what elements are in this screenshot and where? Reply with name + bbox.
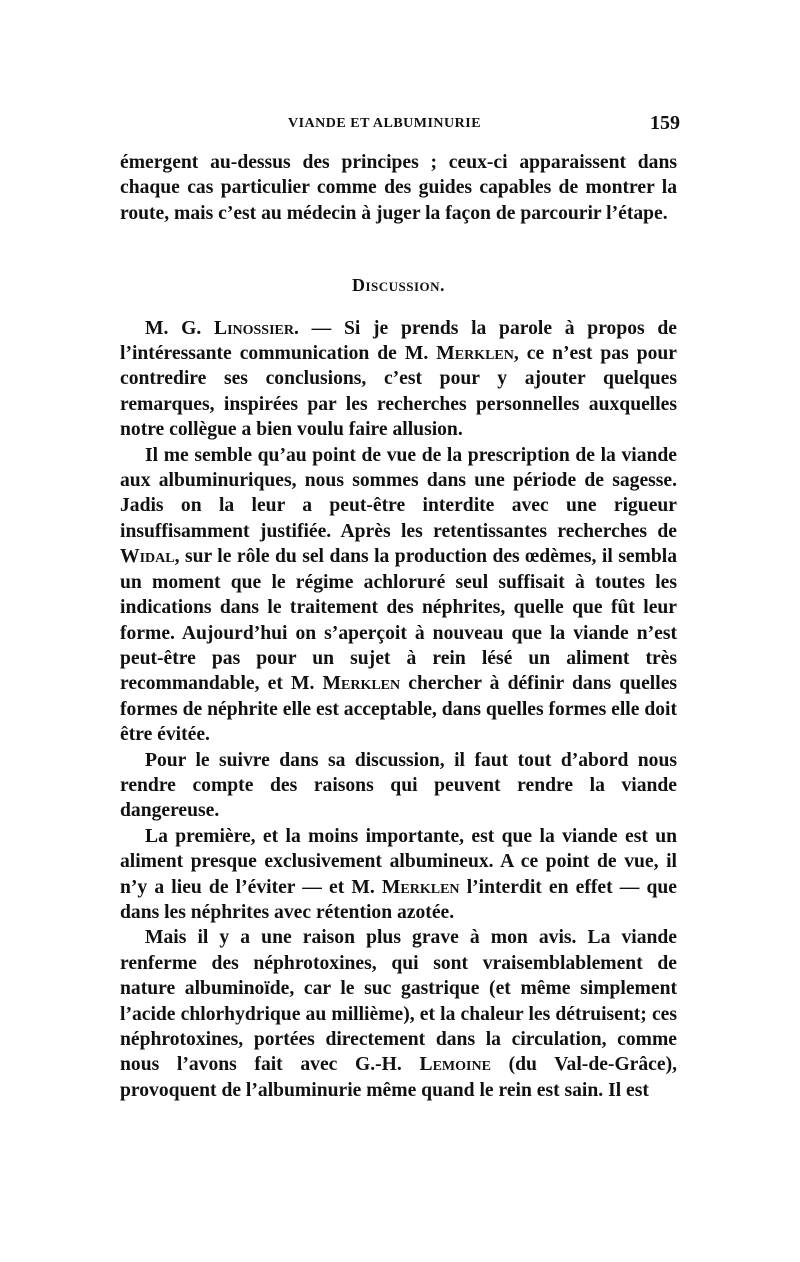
author-name: Lemoine <box>419 1054 491 1076</box>
paragraph-text: La première, et la moins importante, est que la viande est un aliment presque exclusivement albumineux. A ce point de vue, il n’y a lieu de l’éviter — et M. <box>120 825 677 898</box>
author-name: Merklen <box>322 673 401 695</box>
paragraph-discussion: Pour le suivre dans sa discussion, il faut tout d’abord nous rendre compte des raisons qui peuvent rendre la viande dangereuse. <box>120 749 677 822</box>
paragraph-text: , ce n’est pas pour contredire ses conclusions, c’est pour y ajouter quelques remarques, inspirées par les recherches personnelles auxquelles notre collègue a bien voulu faire allusion. <box>120 343 677 441</box>
paragraph-sagesse <box>120 443 677 748</box>
author-name: Merklen <box>436 343 514 365</box>
paragraph-text: Mais il y a une raison plus grave à mon avis. La viande renferme des néphrotoxines, qui sont vraisemblablement de nature albuminoïde, car le suc gastrique (et même simplement l’acide chlorhydrique au millième), et la chaleur les détruisent; ces néphrotoxines, portées directement dans la circulation, comme nous l’avons fait avec G.-H. <box>120 927 677 1076</box>
paragraph-text: — Si je prends la parole à propos de l’intéressante communication de M. <box>120 317 677 365</box>
paragraph-text: l’interdit en effet — que dans les néphrites avec rétention azotée. <box>120 876 677 923</box>
author-name: Merklen <box>381 876 460 898</box>
body-text <box>120 150 677 1103</box>
paragraph-continued: émergent au-dessus des principes ; ceux-ci apparaissent dans chaque cas particulier comme des guides capables de montrer la route, mais c’est au médecin à juger la façon de parcourir l’étape. <box>120 152 677 224</box>
paragraph-nephrotoxines <box>120 925 677 1103</box>
paragraph-linossier <box>120 316 677 443</box>
section-title: Discussion. <box>351 275 446 296</box>
paragraph-text: , sur le rôle du sel dans la production des œdèmes, il sembla un moment que le régime achloruré seul suffisait à toutes les indications dans le traitement des néphrites, quelle que fût leur forme. Aujourd’hui on s’aperçoit à nouveau que la viande n’est peut-être pas pour un sujet à rein lésé un aliment très recommandable, et M. <box>120 546 677 695</box>
page-number: 159 <box>650 112 680 134</box>
paragraph-text: chercher à définir dans quelles formes de néphrite elle est acceptable, dans quelles formes elle doit être évitée. <box>120 673 678 746</box>
speaker-name: M. G. Linossier. <box>145 317 299 339</box>
author-name: Widal <box>120 546 175 568</box>
paragraph-premiere <box>120 824 677 926</box>
page-header <box>120 112 680 138</box>
running-title: VIANDE ET ALBUMINURIE <box>288 116 482 131</box>
paragraph-text: (du Val-de-Grâce), provoquent de l’albuminurie même quand le rein est sain. Il est <box>120 1054 677 1101</box>
paragraph-text: Il me semble qu’au point de vue de la prescription de la viande aux albuminuriques, nous sommes dans une période de sagesse. Jadis on la leur a peut-être interdite avec une rigueur insuffisamment justifiée. Après les retentissantes recherches de <box>120 444 677 542</box>
